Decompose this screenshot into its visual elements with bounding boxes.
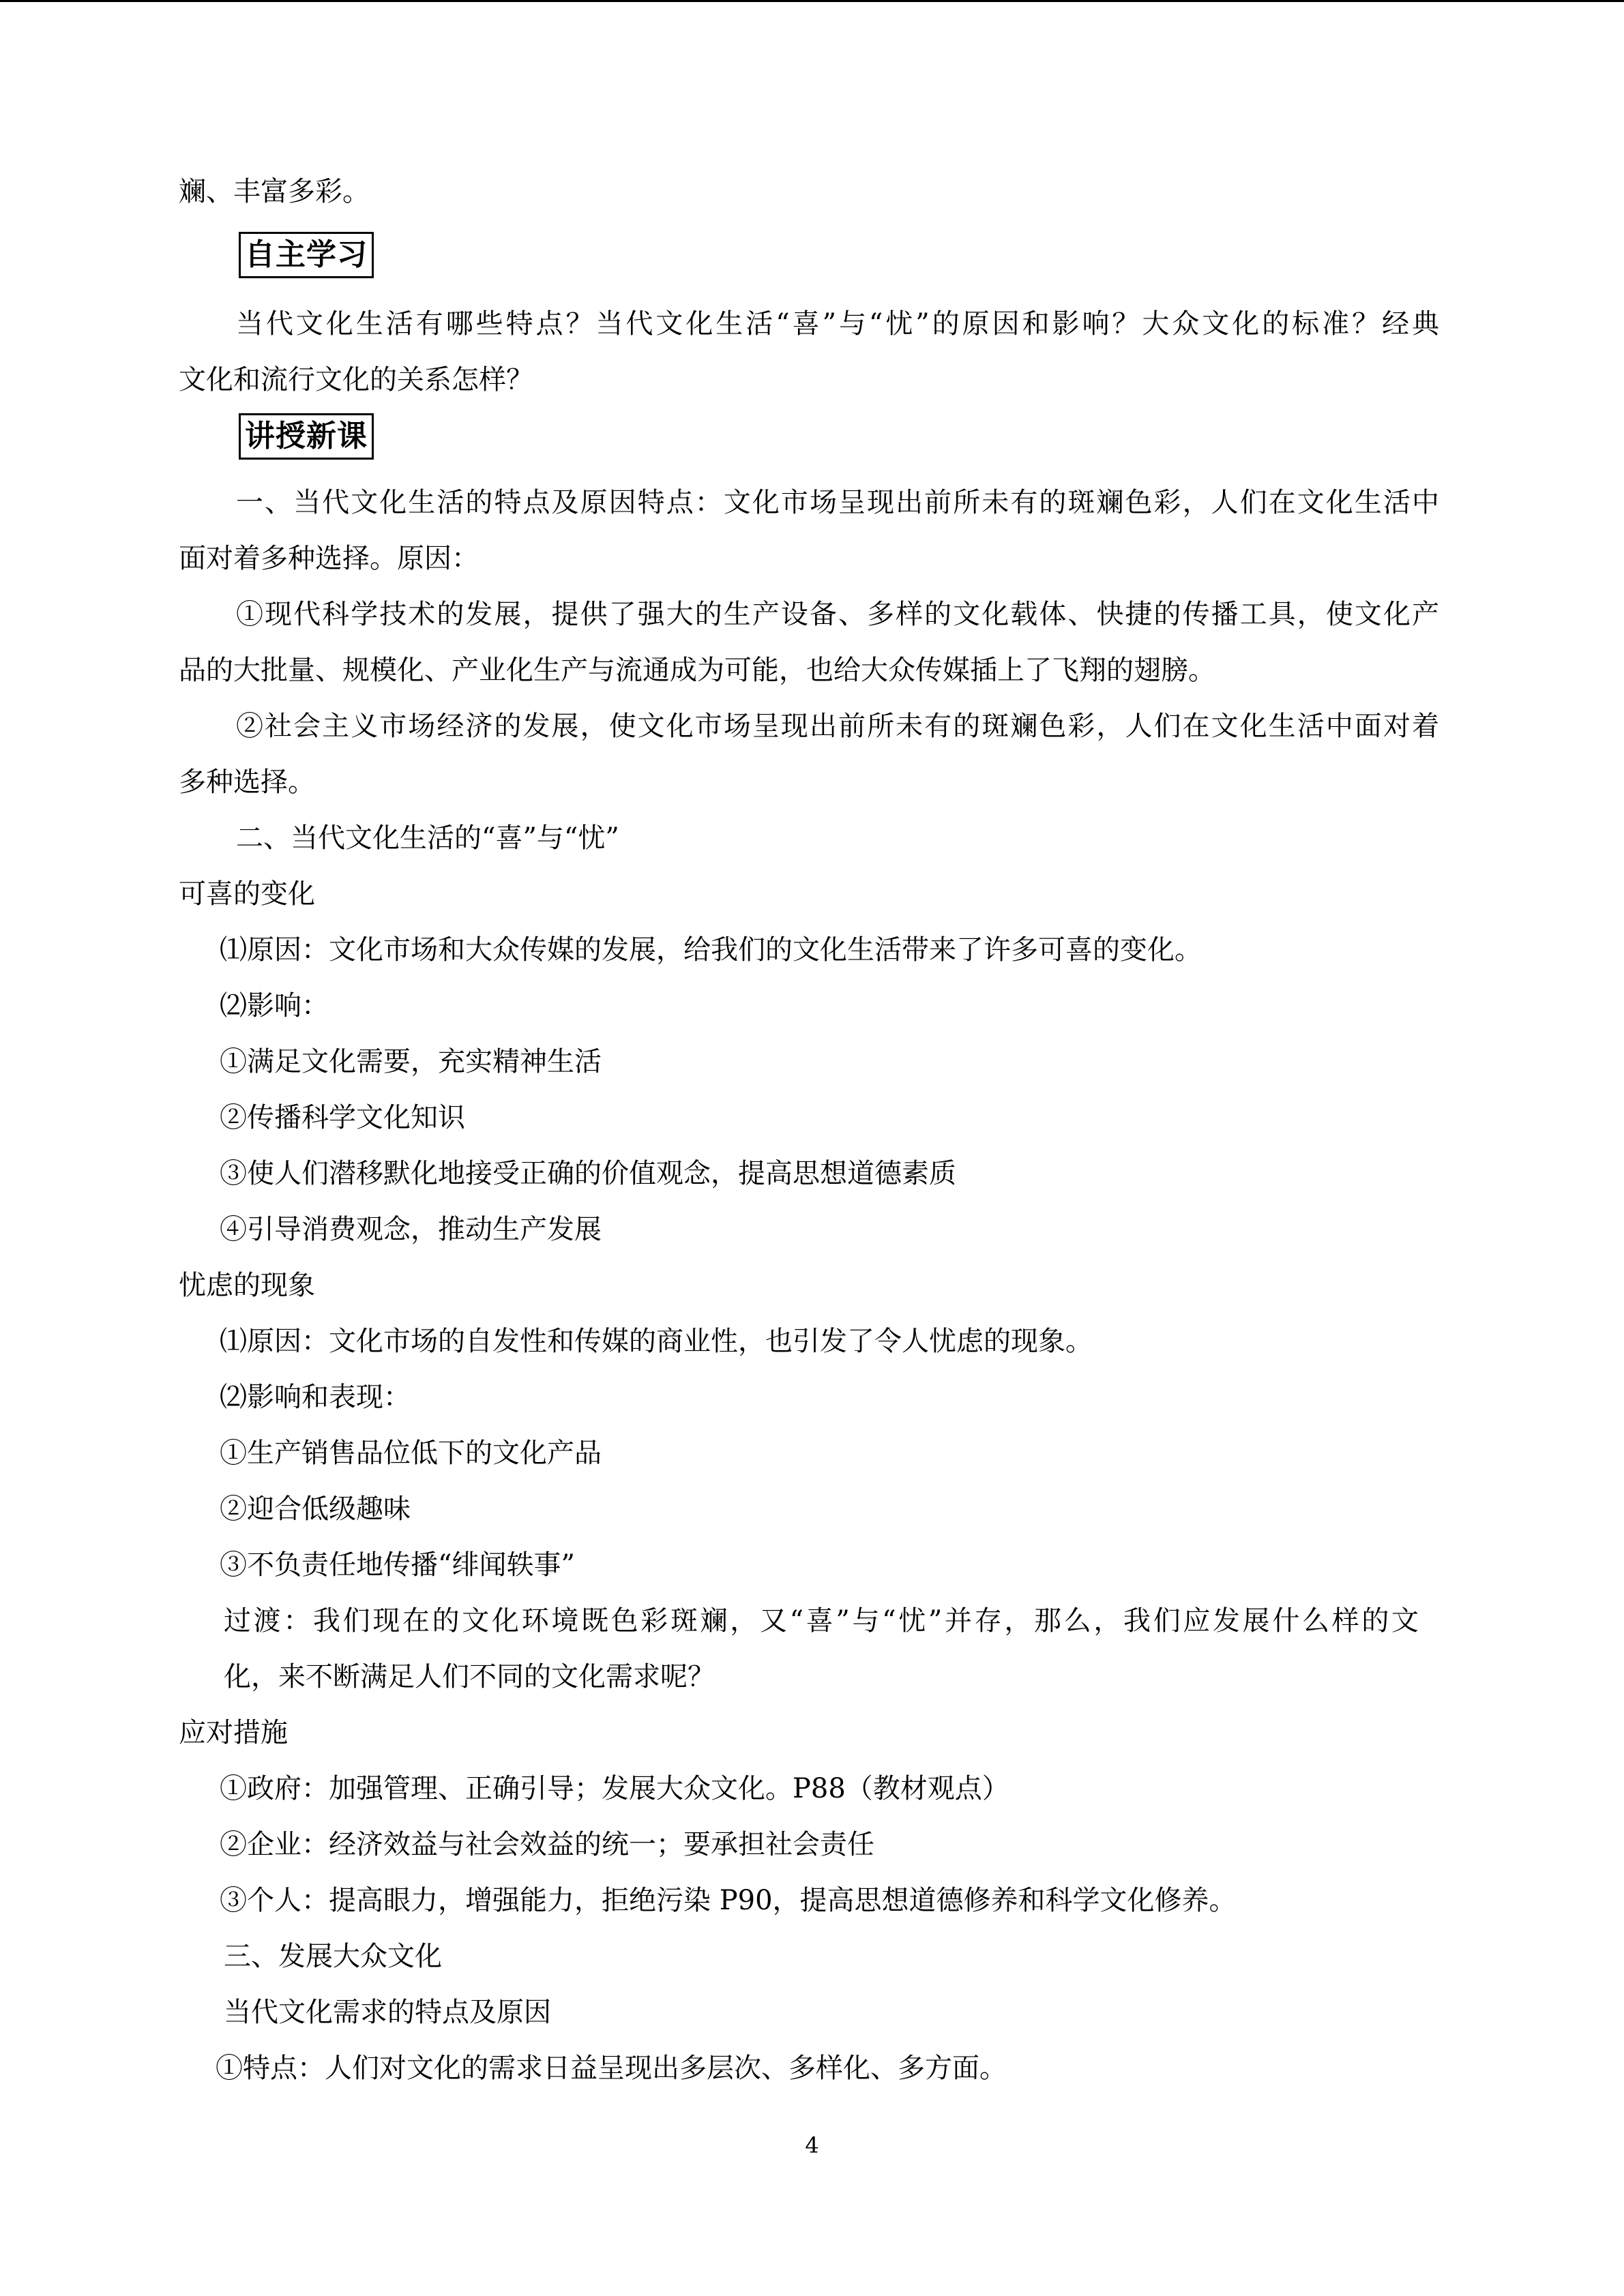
text-line: 品的大批量、规模化、产业化生产与流通成为可能，也给大众传媒插上了飞翔的翅膀。 bbox=[179, 655, 1215, 686]
text-line: ⑴原因：文化市场的自发性和传媒的商业性，也引发了令人忧虑的现象。 bbox=[220, 1326, 1093, 1357]
text-line: ③不负责任地传播“绯闻轶事” bbox=[220, 1549, 575, 1581]
text-line: 可喜的变化 bbox=[179, 878, 315, 910]
page-top-border bbox=[0, 0, 1624, 2]
text-line: 面对着多种选择。原因： bbox=[179, 543, 479, 574]
text-line: 文化和流行文化的关系怎样？ bbox=[179, 364, 533, 396]
text-line: ①特点：人们对文化的需求日益呈现出多层次、多样化、多方面。 bbox=[216, 2053, 1007, 2084]
text-line: 当代文化生活有哪些特点？当代文化生活“喜”与“忧”的原因和影响？大众文化的标准？经典 bbox=[236, 308, 1439, 340]
text-line: ②社会主义市场经济的发展，使文化市场呈现出前所未有的斑斓色彩，人们在文化生活中面对着 bbox=[236, 711, 1439, 742]
text-line: 应对措施 bbox=[179, 1717, 288, 1748]
text-line: ③使人们潜移默化地接受正确的价值观念，提高思想道德素质 bbox=[220, 1158, 956, 1189]
section-heading-self-study: 自主学习 bbox=[239, 232, 374, 278]
text-line: ②企业：经济效益与社会效益的统一；要承担社会责任 bbox=[220, 1829, 874, 1860]
text-line: ⑵影响： bbox=[220, 990, 329, 1022]
text-line: 一、当代文化生活的特点及原因特点：文化市场呈现出前所未有的斑斓色彩，人们在文化生活中 bbox=[236, 487, 1439, 518]
text-line: 过渡：我们现在的文化环境既色彩斑斓，又“喜”与“忧”并存，那么，我们应发展什么样的文 bbox=[224, 1605, 1419, 1637]
section-heading-new-lesson: 讲授新课 bbox=[239, 413, 374, 460]
text-line: 三、发展大众文化 bbox=[224, 1941, 442, 1972]
text-line: ③个人：提高眼力，增强能力，拒绝污染 P90，提高思想道德修养和科学文化修养。 bbox=[220, 1885, 1237, 1916]
text-line: 当代文化需求的特点及原因 bbox=[224, 1997, 551, 2028]
text-line: ⑴原因：文化市场和大众传媒的发展，给我们的文化生活带来了许多可喜的变化。 bbox=[220, 934, 1202, 966]
text-line: ④引导消费观念，推动生产发展 bbox=[220, 1214, 602, 1245]
text-line: 多种选择。 bbox=[179, 766, 315, 798]
text-line: 化，来不断满足人们不同的文化需求呢？ bbox=[224, 1661, 715, 1693]
text-line: ①现代科学技术的发展，提供了强大的生产设备、多样的文化载体、快捷的传播工具，使文化产 bbox=[236, 599, 1439, 630]
text-line: ①满足文化需要，充实精神生活 bbox=[220, 1046, 602, 1077]
text-line: ②传播科学文化知识 bbox=[220, 1102, 465, 1133]
page-number: 4 bbox=[805, 2132, 819, 2158]
text-line: 斓、丰富多彩。 bbox=[179, 176, 370, 207]
text-line: 二、当代文化生活的“喜”与“忧” bbox=[236, 822, 619, 854]
text-line: ①生产销售品位低下的文化产品 bbox=[220, 1437, 602, 1469]
text-line: ②迎合低级趣味 bbox=[220, 1493, 411, 1525]
text-line: 忧虑的现象 bbox=[179, 1270, 315, 1301]
text-line: ①政府：加强管理、正确引导；发展大众文化。P88（教材观点） bbox=[220, 1773, 1009, 1804]
text-line: ⑵影响和表现： bbox=[220, 1382, 411, 1413]
